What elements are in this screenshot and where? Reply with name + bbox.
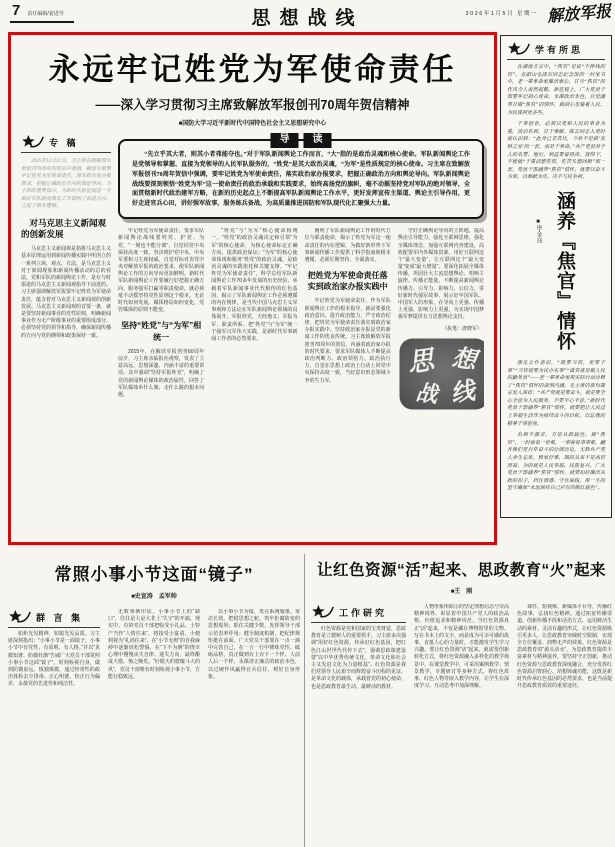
body-text: 守好正确舆论导向的主阵地，提高舆论引导能力，强化互联网思维，强化全媒体理念，加强互联网内容建设，高效配置军内外媒体资源，用好互联网这个“最大变量”，让互联网这个“最大变量”变成“最大增量”。要深化拓展全媒体传播，巩固壮大主流思想舆论，唱响主旋律、传播正能量，不断提高新闻舆论传播力、引导力、影响力、公信力，讲好新时代强军故事，展示好中国军队、中国军人的形象，在导向上更强、传播上更强、影响力上更强，为实现中国梦强军梦提供有力思想舆论支持。	[397, 228, 484, 321]
main-article	[8, 32, 497, 545]
body-text: 牢记姓党为军使命责任，要求军队新闻舆论战线要姓党、护党、为党，“一刻也不能分离”，自觉同党中央保持高度一致，坚决维护党中央、中央军委和习主席权威，自觉对标对表党中央对解放军报的政治要求，使军队新闻舆论工作的方向导向更加鲜明。新时代军队新闻舆论工作要履行好把握正确方向、服务强军打赢等职责使命，就必须毫不动摇坚持党性原则这个根本。无论时代如何发展、媒体格局如何变化，党管媒体的原则不能变。	[118, 228, 205, 314]
bottom-right-headline: 让红色资源“活”起来、思政教育“火”起来	[316, 562, 606, 579]
header-left	[10, 3, 74, 23]
work-research-label-text: 工作研究	[339, 608, 388, 618]
voices-label-text: 群 言 集	[36, 613, 84, 623]
reading-guide-box	[118, 134, 484, 219]
main-columns	[21, 134, 484, 506]
calligraphy-seal	[398, 337, 484, 411]
sidebar-text: 干事创业，必须以党和人民的事业为重，淡泊名利、甘于奉献。陈云同志入党时就认识到：“此身已非昔比，今后不是做‘发财立业’的一套，而是干革命。”共产党员对个人的名誉、地位、利益要看得淡、放得下，不能搞“干重活想奖赏，吃苦头想回报”那一套。党员干部涵养“焦官”情怀，就要以奋斗为荣、以奉献为乐，决不与民争利。	[507, 122, 605, 181]
star-flag-icon	[311, 604, 335, 619]
work-research-label	[311, 604, 406, 623]
main-byline: ■国防大学习近平新时代中国特色社会主义思想研究中心	[178, 121, 327, 127]
body-text: 2015年，在解放军报创刊60周年前夕，习主席亲临报社视察，发表了立意高远、思想深邃、内涵丰富的重要讲话，其中强调“坚持军报姓党”，明确了党的新闻舆论媒体的政治属性，回答了军队媒体举什么旗、走什么路的根本问题。	[118, 348, 205, 398]
star-flag-icon	[507, 41, 531, 56]
article-intro: 2025年12月31日，习主席在致解放军报创刊70周年的贺信中强调，解放军报要牢记姓党为军使命责任，落实政治家办报要求，把握正确政治方向和舆论导向。习主席的重要指示，为新时代新征程进一步做好军队新闻舆论工作指明了前进方向、立起了根本遵循。	[21, 159, 111, 209]
bottom-left-columns	[8, 609, 300, 841]
vertical-headline-block	[507, 191, 605, 355]
bl-column-2	[108, 609, 200, 841]
subheading-1: 对马克思主义新闻观的创新发展	[21, 217, 107, 240]
page-number: 7	[12, 2, 21, 19]
bottom-left-headline: 常照小事小节这面“镜子”	[54, 565, 254, 584]
main-headline: 永远牢记姓党为军使命责任	[48, 52, 457, 87]
study-thoughts-label-text: 学有所思	[535, 45, 584, 55]
subheading-2: 坚持“姓党”与“为军”相统一	[121, 321, 202, 342]
svg-text:线: 线	[448, 374, 477, 408]
reading-guide-text: “先立乎其大者，则其小者弗能夺也。”对于军队新闻舆论工作而言，“大”指的是政治灵魂和核心使命。军队新闻舆论工作是党领导和掌握、直接为党领导的人民军队服务的，“姓党”是其大政治灵魂，“为军”是性质规定的核心使命。习主席在致解放军报创刊70周年贺信中强调，要牢记姓党为军使命责任，落实政治家办报要求，把握正确政治方向和舆论导向。军队新闻舆论战线要深刻领悟“姓党为军”这一使命责任的政治承载和实践要求，始终高扬党的旗帜，毫不动摇坚持党对军队的绝对领导，全面贯彻新时代政治建军方略，在新的历史起点上不断提高军队新闻舆论工作水平，更好发挥宣传主渠道、舆论主引导作用，更好走进官兵心田，讲好强军故事，服务练兵备战，为高质量推进国防和军队现代化汇聚强大力量。	[132, 152, 470, 208]
special-feature-label-text: 专 稿	[49, 138, 79, 148]
svg-text:战: 战	[414, 379, 439, 408]
reading-guide-tabs	[271, 133, 332, 148]
subheading-3: 把姓党为军使命责任落实到政治家办报实践中	[307, 271, 388, 292]
svg-text:想: 想	[449, 341, 479, 375]
tab-du: 读	[304, 133, 332, 148]
bottom-left-article	[8, 552, 300, 847]
body-text: 牢记姓党为军使命责任，作为军队新闻舆论工作的根本指导，就是要强化政治意识，提升政治能力，严守政治纪律，把姓党为军使命责任落实到政治家办报实践中。坚持政治家办报是党的新闻工作的优良传统。习主席致解放军报创刊70周年的贺信，内涵着政治家办报的时代要求，要求军队媒体人不断提高政治判断力、政治领悟力、政治执行力，自觉在思想上政治上行动上同党中央保持高度一致，当好意识形态领域斗争的生力军。	[304, 298, 391, 384]
main-subtitle: ——深入学习贯彻习主席致解放军报创刊70周年贺信精神	[95, 98, 410, 112]
sidebar-byline: ■毕金良	[535, 218, 541, 243]
body-text: 课件、短视频、新媒体平台等，传播红色故事，弘扬红色精神。通过拓宽传播渠道，创新传播手段和话语方式，运用鲜活生动的素材、灵活有趣的形式，让红色资源吸引更多人，让思政教育突破时空限制，实现全方位覆盖、润物无声的效果。红色资源是思政教育的“源头活水”，为思政教育提供丰富素材与精神滋养。要坚持守正创新，推动红色资源与思政教育深度融合，充分发挥红色资源启智润心、培根铸魂功能，这既是新时代传承红色基因的必然要求，也是当前提升思政教育质效的重要途径。	[517, 604, 612, 690]
column-divider	[304, 554, 305, 847]
body-text: 马克思主义新闻观是指将马克思主义基本原理运用到新闻传播实践中所创立的一系列立场、观点、方法，是马克思主义对于新闻现象和新闻传播活动的总的看法。党和军队的新闻舆论工作，是在与时俱进的马克思主义新闻观指导下前进的。习主席强调解放军报要牢记姓党为军使命责任，蕴含着对马克思主义新闻观的创新发展。马克思主义新闻观的首要一条，就是要坚持新闻事业的党性原则，明确新闻事业作为无产阶级事业的重要组成部分，必须坚持党的领导和指导，确保新闻传播的方向与党的纲领和政策保持一致。	[21, 246, 111, 339]
svg-text:思: 思	[405, 345, 436, 379]
special-feature-label	[21, 134, 111, 153]
body-text: 阐明了军队新闻舆论工作的时代方位与职责使命，揭示了姓党为军这一使命责任的内在逻辑，为做好新形势下军事新闻传播工作提供了科学指南和根本遵循，必须长期坚持、全面落实。	[304, 228, 391, 263]
main-column-4	[305, 228, 391, 506]
body-text: 以小事小节为镜，贵在系统施策、常态长效。把稳思想之舵，筑牢拒腐防变的思想堤坝；抓住关键少数，发挥领导干部示范表率作用；健全制度机制，把纪律规矩挺在前面。广大党员干部要在一点一滴中完善自己，在一言一行中锤炼党性、砥砺品格，真正做到台上台下一个样、人前人后一个样，永葆清正廉洁的政治本色，以过硬作风赢得官兵信任、树好自身形象。	[208, 609, 300, 680]
main-column-1	[21, 134, 111, 506]
body-text: 红色资源是党和国家的宝贵财富，思政教育是立德树人的重要抓手。习主席多次强调“用好红色资源，传承好红色基因，把红色江山世世代代传下去”，强调思政课建设要“以中华优秀传统文化、革命文化和社会主义先进文化为力量根基”。红色资源是我们党领导人民艰辛而辉煌奋斗历程的见证，是革命文化的载体，承载着党的初心使命，也是思政教育最生动、最鲜活的教材。	[311, 626, 406, 690]
body-text: 如炬光见精神，如镜光见品质。习主席深刻指出：“小事小节是一面镜子，小事小节中有党性、有原则、有人格。”并以“见微知著、防微杜渐”告诫广大党员干部常照小事小节这面“镜子”，时刻检视自身，做到防微虑远、慎独慎微，通过经常性的政治体检去尘排毒、正心明德，校正行为偏差，永葆党的先进性和纯洁性。	[8, 631, 100, 688]
sidebar-text: 在湖南方言中，“焦官”是说“不挣钱的官”。在韶山毛泽东同志纪念馆的一封家书中，老一辈革命家廉洁奉公、甘当“焦官”的作风令人肃然起敬。新征程上，广大党员干部要牢记初心使命，永葆政治本色，自觉涵养甘做“焦官”的情怀，做到心里装着人民、为民谋利更多些。	[507, 65, 605, 116]
tab-dao: 导	[271, 133, 299, 148]
editor-line: 责任编辑/宴进导	[27, 11, 64, 17]
sidebar-text: 强化公仆意识，“既要当官，更要干事”“当官就要为民办实事”“做官就是做人民的勤务员”——老一辈革命家用实际行动诠释了“焦官”情怀的深刻内涵。毛主席的那句箴言发人深省：“共产党就是要奋斗，就是要全心全意为人民服务，不要半心半意。”新时代党员干部涵养“焦官”情怀，就要把让人民过上幸福生活作为接续奋斗的目标，以忘我的精神干事创业。	[507, 360, 605, 427]
main-body-columns	[118, 228, 484, 506]
date-line: 2026年1月5日 星期一	[465, 10, 538, 17]
body-text: 人物形象所昭示的坚定理想信念与崇高精神境界，彰显着中国共产党人的政治品格、价值追求和精神风范。当红色资源真正“活”起来，不仅是藏在博物馆里的文物、写在书本上的文字，而是成为可亲可感的故事、直抵人心的力量时，才能激发学生学习兴趣。要让红色资源“活”起来，就需要创新转化方式，将红色资源融入多样化的教学场景中。在课堂教学中，可采用案例教学、情景教学、专题研讨等多种方式，将红色故事、红色人物等嵌入教学内容，让学生在深度学习、互动思考中加深理解。	[414, 604, 509, 690]
main-column-3	[211, 228, 297, 506]
star-flag-icon	[8, 609, 32, 624]
br-column-1	[311, 604, 406, 836]
main-column-5	[398, 228, 484, 506]
br-column-2	[414, 604, 509, 836]
masthead-logo: 解放军报	[546, 1, 612, 26]
study-thoughts-label	[507, 41, 605, 60]
bottom-right-columns	[311, 604, 612, 836]
sidebar-headline: 涵养『焦官』情怀	[554, 190, 575, 351]
bl-column-3	[208, 609, 300, 841]
bottom-right-byline: ■王 刚	[450, 589, 473, 595]
bottom-left-byline: ■史宣涛 孟军帅	[131, 594, 177, 600]
sidebar-text: 名利不强求，方显从政底色。做“焦官”，一时容易一世难，一事容易事事难。翻开我们党百年奋斗的壮阔历史，无数共产党人舍生忘死、毁家纾难，图的从来不是高官厚禄，为的就是人民幸福、民族复兴。广大党员干部涵养“焦官”情怀，就要扣好廉洁从政的扣子，挡住诱惑、守住底线，用一生的坚守确保“永远保持自己应有的鲜红底色”。	[507, 433, 605, 492]
header-right	[466, 1, 611, 24]
main-column-2	[118, 228, 204, 506]
body-text: “姓党”与“为军”核心使命相统一。“姓党”的政治灵魂决定和引领“为军”的核心使命，为核心使命标定正确方向、提供政治保证；“为军”的核心使命体现和服务“姓党”的政治灵魂，是政治灵魂的实践依托和关键支撑。“牢记姓党为军使命责任”，科学总结军队新闻舆论工作70多年发展的历史经验，承载着军队新闻事业代代相传的红色基因，揭示了军队新闻舆论工作必须遵循的内在规律，是当代中国马克思主义军事观和方法论在军队新闻舆论领域的具体展开。军报姓党，天经地义；军报为军，职责所系。把“姓党”与“为军”统一于强军兴军伟大实践，是新时代军事新闻工作者的必然要求。	[211, 228, 298, 342]
br-column-3	[517, 604, 612, 836]
section-title: 思想战线	[251, 8, 364, 29]
voices-label	[8, 609, 100, 628]
sidebar-article	[500, 35, 612, 518]
bottom-right-article	[311, 552, 612, 847]
author-credit: （执笔：唐晓军）	[441, 325, 482, 332]
main-right-area	[118, 134, 484, 506]
bl-column-1	[8, 609, 100, 841]
star-flag-icon	[21, 134, 45, 149]
body-text: 无数事例印证，小事小节上的“缺口”，往往是大是大非上“失守”的开端。现实中，有的党员干部把收受小礼品、土特产当作“人情往来”，将接受小宴请、小便利视为“礼尚往来”，在“小节无碍”的自我麻痹中逐渐放松警惕，在“下不为例”的侥幸心理中慢慢丧失自律、迷失方向，最终酿成大错、悔之晚矣。“针眼大的窟窿斗大的风”，党员干部唯有时刻检视小事小节，方能行稳致远。	[108, 609, 200, 680]
